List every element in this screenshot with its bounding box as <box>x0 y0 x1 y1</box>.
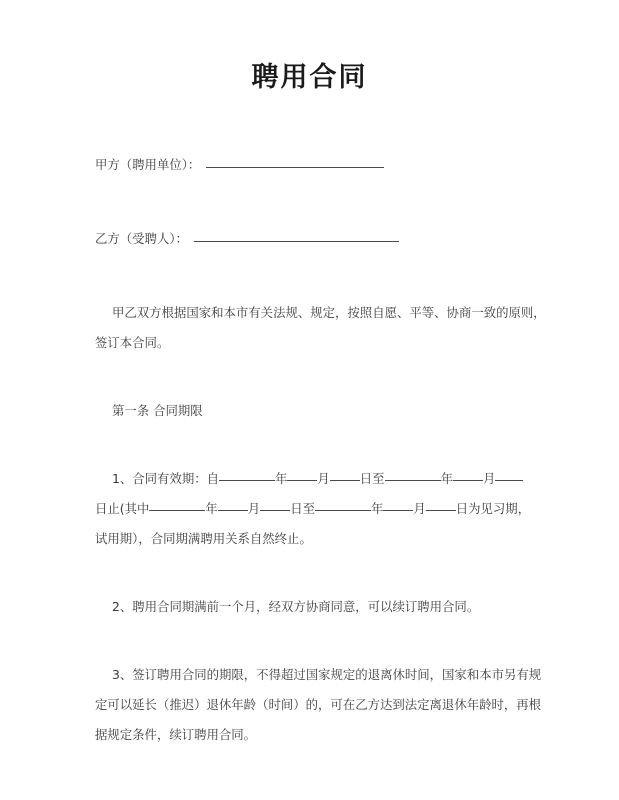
spacer <box>95 254 527 298</box>
spacer <box>95 554 527 592</box>
clause-1-blank-month-start[interactable] <box>287 480 317 481</box>
party-a-field-row <box>95 150 527 180</box>
clause-1-blank-year-end[interactable] <box>385 480 441 481</box>
clause-1-blank-probation-month-end[interactable] <box>383 510 413 511</box>
clause-1-text-c: 月 <box>317 471 330 486</box>
clause-1-text-i: 月 <box>247 501 261 516</box>
section-heading-1: 第一条 合同期限 <box>112 403 203 418</box>
spacer <box>95 426 527 464</box>
clause-1-text-j: 日至 <box>290 501 315 516</box>
clause-1-blank-probation-year-start[interactable] <box>149 510 205 511</box>
party-a-input-rule[interactable] <box>206 167 384 168</box>
clause-1-blank-month-end[interactable] <box>453 480 483 481</box>
spacer <box>95 180 527 224</box>
clause-1-text-e: 年 <box>440 471 453 486</box>
clause-1-blank-day-end[interactable] <box>495 480 523 481</box>
clause-1-text-k: 年 <box>370 501 384 516</box>
clause-1-blank-probation-month-start[interactable] <box>218 510 248 511</box>
clause-1-blank-year-start[interactable] <box>219 480 275 481</box>
clause-1-blank-day-start[interactable] <box>330 480 360 481</box>
clause-1-text-h: 年 <box>205 501 218 516</box>
clause-2: 2、聘用合同期满前一个月，经双方协商同意，可以续订聘用合同。 <box>112 599 480 614</box>
clause-3-line-3: 据规定条件，续订聘用合同。 <box>95 727 257 742</box>
clause-1-text-b: 年 <box>275 471 288 486</box>
clause-3-line-2: 定可以延长（推迟）退休年龄（时间）的，可在乙方达到法定离退休年龄时，再根 <box>95 697 542 712</box>
clause-1-blank-probation-day-end[interactable] <box>426 510 456 511</box>
clause-1-text-d: 日至 <box>359 471 385 486</box>
clause-1-line-1 <box>95 464 527 494</box>
clause-1-text-f: 月 <box>482 471 496 486</box>
clause-1-blank-probation-year-end[interactable] <box>315 510 371 511</box>
party-b-input-rule[interactable] <box>194 241 399 242</box>
preamble-line-1: 甲乙双方根据国家和本市有关法规、规定，按照自愿、平等、协商一致的原则， <box>112 305 546 320</box>
clause-1-text-m: 日为见习期， <box>455 501 531 516</box>
preamble-line-2: 签订本合同。 <box>95 335 170 350</box>
clause-1-text-a: 1、合同有效期：自 <box>112 471 220 486</box>
clause-1-line-3: 试用期），合同期满聘用关系自然终止。 <box>95 531 312 546</box>
document-body <box>95 150 546 750</box>
party-b-field-row <box>95 224 527 254</box>
clause-1-blank-probation-day-start[interactable] <box>260 510 290 511</box>
spacer <box>95 622 527 660</box>
spacer <box>95 358 527 396</box>
clause-1-line-2 <box>95 494 531 524</box>
party-b-label: 乙方（受聘人）： <box>95 231 188 246</box>
clause-1-text-g: 日止(其中 <box>95 501 150 516</box>
clause-1-text-l: 月 <box>413 501 426 516</box>
page-title: 聘用合同 <box>251 62 368 93</box>
clause-3-line-1: 3、签订聘用合同的期限，不得超过国家规定的退离休时间，国家和本市另有规 <box>112 667 542 682</box>
party-a-label: 甲方（聘用单位）： <box>95 157 201 172</box>
